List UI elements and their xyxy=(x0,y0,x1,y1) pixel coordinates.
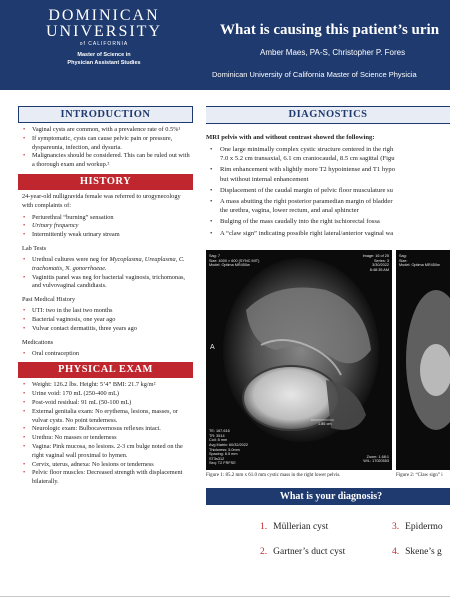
pmh-item: • UTI: two in the last two months xyxy=(28,307,193,316)
exam-item: • Cervix, uterus, adnexa: No lesions or tenderness xyxy=(28,461,193,470)
mri1-orientation-marker: A xyxy=(210,344,215,351)
finding-item: • Displacement of the caudal margin of pelvic floor musculature su xyxy=(216,186,450,195)
complaint-item xyxy=(28,222,193,231)
choice-label: Gartner’s duct cyst xyxy=(273,547,346,557)
medication-item: • Oral contraception xyxy=(28,350,193,359)
right-column xyxy=(200,106,450,592)
pmh-heading: Past Medical History xyxy=(22,296,76,304)
finding-item xyxy=(216,145,450,163)
poster-authors: Amber Maes, PA-S, Christopher P. Fores xyxy=(260,48,406,57)
mri-axial-image xyxy=(396,250,450,470)
finding-line: A mass abutting the right posterior paramedian margin of bladder xyxy=(220,198,393,206)
history-heading: HISTORY xyxy=(18,174,193,190)
logo-line-university: UNIVERSITY xyxy=(46,23,162,40)
physical-exam-list xyxy=(18,381,193,487)
exam-item: • Urethra: No masses or tenderness xyxy=(28,434,193,443)
choice-number: 3. xyxy=(392,522,400,532)
mri2-overlay-top-left: Sag: Size: Model: Optima MR450w xyxy=(399,254,440,268)
exam-item: • Vagina: Pink mucosa, no lesions. 2-3 cm bulge noted on the right vaginal wall proximal to hymen. xyxy=(28,443,193,461)
exam-item: • Neurologic exam: Bulbocavernosus reflexes intact. xyxy=(28,425,193,434)
finding-line: 7.0 x 5.2 cm transaxial, 6.1 cm craniocaudal, 8.5 cm sagittal (Figu xyxy=(220,155,395,163)
choice-number: 4. xyxy=(392,547,400,557)
program-line-1: Master of Science in xyxy=(77,52,131,58)
choice-label: Skene’s g xyxy=(405,547,442,557)
pmh-item: • Bacterial vaginosis, one year ago xyxy=(28,316,193,325)
poster-affiliation: Dominican University of California Master of Science Physicia xyxy=(212,70,417,79)
complaints-list xyxy=(18,214,193,240)
mri-figure-1 xyxy=(206,250,392,470)
finding-item xyxy=(216,197,450,215)
diagnosis-question-heading: What is your diagnosis? xyxy=(206,488,450,505)
finding-line: One large minimally complex cystic structure centered in the righ xyxy=(220,146,394,153)
exam-item: • External genitalia exam: No erythema, lesions, masses, or vulvar cysts. No point tenderness. xyxy=(28,408,193,426)
exam-item: • Urine void: 170 mL (250-400 mL) xyxy=(28,390,193,399)
poster-header xyxy=(0,0,450,90)
choice-4 xyxy=(392,547,442,557)
mri1-overlay-top-left: Sag: 7 Size: 4000 × 600 (SYNC MIT) Model: Optima MR450w xyxy=(209,254,260,268)
mri1-overlay-top-right: Image: 16 of 25 Series: 3 3/30/2022 8:48:35 AM xyxy=(362,254,389,272)
logo-line-dominican: DOMINICAN xyxy=(48,7,160,24)
physical-exam-heading: PHYSICAL EXAM xyxy=(18,362,193,378)
medications-heading: Medications xyxy=(22,338,54,346)
lab-tests-list xyxy=(18,256,193,291)
poster-title: What is causing this patient’s urin xyxy=(220,22,440,38)
mri1-overlay-bottom-left: TE: 167.616 TR: 3514 Coil: 8 mm Avg Matrix: 60/32/2022 Thickness: 5.0mm Spacing: 6.5 mm ST3s312 Seq: T2 FRFSE xyxy=(209,429,248,466)
lab-culture-organisms: Mycoplasma, Ureaplasma, C. trachomatis, N. gonorrhoeae. xyxy=(32,255,185,272)
footer-divider xyxy=(0,596,450,597)
diagnostics-intro: MRI pelvis with and without contrast showed the following: xyxy=(206,134,375,141)
finding-item: • Bulging of the mass caudally into the right ischiorectal fossa xyxy=(216,217,450,226)
lab-culture-prefix: Urethral cultures were neg for xyxy=(32,255,110,263)
finding-line: Rim enhancement with slightly more T2 hypointense and T1 hypo xyxy=(220,166,396,174)
pmh-list xyxy=(18,307,193,333)
introduction-list xyxy=(18,126,193,170)
mri1-measurement: 1.86 cm xyxy=(318,422,332,426)
mri1-overlay-bottom-right: Zoom: 1.68:1 W/L: 17020553 xyxy=(363,454,389,464)
finding-item xyxy=(216,165,450,183)
complaint-item: • Periurethral “burning” sensation xyxy=(28,214,193,223)
choice-number: 2. xyxy=(260,547,268,557)
exam-item: • Weight: 126.2 lbs. Height: 5’4” BMI: 21.7 kg/m² xyxy=(28,381,193,390)
mri-figure-2 xyxy=(396,250,450,470)
program-name xyxy=(14,51,194,67)
diagnostics-heading: DIAGNOSTICS xyxy=(206,106,450,124)
exam-item: • Post-void residual: 91 mL (50-100 mL) xyxy=(28,399,193,408)
choice-label: Müllerian cyst xyxy=(273,522,329,532)
pmh-item: • Vulvar contact dermatitis, three years ago xyxy=(28,325,193,334)
finding-line: but without internal enhancement xyxy=(220,175,309,183)
lab-tests-heading: Lab Tests xyxy=(22,244,47,252)
lab-vaginitis-item: • Vaginitis panel was neg for bacterial vaginosis, trichomonas, and vulvovaginal candidiasis. xyxy=(28,274,193,292)
program-line-2: Physician Assistant Studies xyxy=(67,60,141,66)
figure-2-caption: Figure 2: “Claw sign” i xyxy=(396,473,443,478)
choice-3 xyxy=(392,522,443,532)
history-intro: 24-year-old nulligravida female was referred to urogynecology with complaints of: xyxy=(22,192,181,209)
figure-1-caption: Figure 1: 85.2 mm x 61.0 mm cystic mass in the right lower pelvis. xyxy=(206,473,341,478)
introduction-bullet: • If symptomatic, cysts can cause pelvic pain or pressure, dyspareunia, infection, and dysuria. xyxy=(28,135,193,153)
medications-list xyxy=(18,350,193,359)
introduction-heading: INTRODUCTION xyxy=(18,106,193,123)
exam-item: • Pelvic floor muscles: Decreased strength with displacement bilaterally. xyxy=(28,469,193,487)
university-logo xyxy=(14,8,194,84)
choice-label: Epidermo xyxy=(405,522,443,532)
complaint-item: • Intermittently weak urinary stream xyxy=(28,231,193,240)
logo-line-california: of CALIFORNIA xyxy=(79,41,129,47)
diagnostics-body xyxy=(206,130,450,240)
choice-1 xyxy=(260,522,328,532)
lab-culture-item xyxy=(28,256,193,274)
complaint-item-text: Urinary frequency xyxy=(32,222,79,230)
finding-item: • A “claw sign” indicating possible right lateral/anterior vaginal wa xyxy=(216,229,450,238)
finding-line: the urethra, vagina, lower rectum, and anal sphincter xyxy=(220,207,359,215)
diagnostics-findings xyxy=(206,145,450,238)
introduction-bullet: • Vaginal cysts are common, with a prevalence rate of 0.5%¹ xyxy=(28,126,193,135)
left-column xyxy=(18,106,193,592)
header-title-area xyxy=(200,0,450,90)
choice-number: 1. xyxy=(260,522,268,532)
choice-2 xyxy=(260,547,345,557)
introduction-bullet: • Malignancies should be considered. This can be ruled out with a thorough exam and workup.² xyxy=(28,152,193,170)
